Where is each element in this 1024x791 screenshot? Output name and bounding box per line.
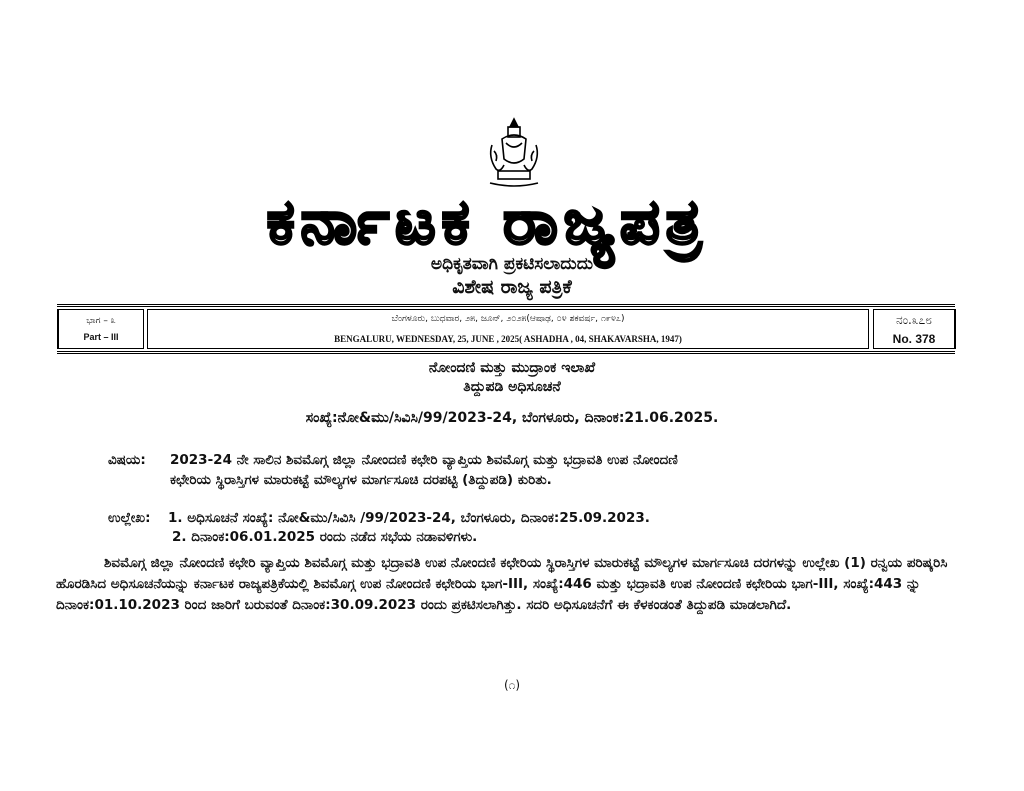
subject-line-2: ಕಛೇರಿಯ ಸ್ಥಿರಾಸ್ತಿಗಳ ಮಾರುಕಟ್ಟೆ ಮೌಲ್ಯಗಳ ಮಾರ್ಗಸೂಚಿ ದರಪಟ್ಟಿ (ತಿದ್ದುಪಡಿ) ಕುರಿತು.: [170, 472, 552, 488]
state-emblem-icon: [484, 115, 544, 189]
part-english: Part – III: [83, 332, 119, 342]
date-box: [147, 309, 869, 349]
page-number: (೧): [503, 678, 521, 692]
body-paragraph: ಶಿವಮೊಗ್ಗ ಜಿಲ್ಲಾ ನೋಂದಣಿ ಕಛೇರಿ ವ್ಯಾಪ್ತಿಯ ಶಿವಮೊಗ್ಗ ಮತ್ತು ಭದ್ರಾವತಿ ಉಪ ನೋಂದಣಿ ಕಛೇರಿಯ ಸ್ಥಿರಾಸ್ತಿಗಳ ಮಾರುಕಟ್ಟೆ ಮೌಲ್ಯಗಳ ಮಾರ್ಗಸೂಚಿ ದರಗಳನ್ನು ಉಲ್ಲೇಖ (1) ರನ್ವಯ ಪರಿಷ್ಕರಿಸಿ ಹೊರಡಿಸಿದ ಅಧಿಸೂಚನೆಯನ್ನು ಕರ್ನಾಟಕ ರಾಜ್ಯಪತ್ರಿಕೆಯಲ್ಲಿ ಶಿವಮೊಗ್ಗ ಉಪ ನೋಂದಣಿ ಕಛೇರಿಯ ಭಾಗ-III, ಸಂಖ್ಯೆ:446 ಮತ್ತು ಭದ್ರಾವತಿ ಉಪ ನೋಂದಣಿ ಕಛೇರಿಯ ಭಾಗ-III, ಸಂಖ್ಯೆ:443 ನ್ನು ದಿನಾಂಕ:01.10.2023 ರಿಂದ ಜಾರಿಗೆ ಬರುವಂತೆ ದಿನಾಂಕ:30.09.2023 ರಂದು ಪ್ರಕಟಿಸಲಾಗಿತ್ತು. ಸದರಿ ಅಧಿಸೂಚನೆಗೆ ಈ ಕೆಳಕಂಡಂತೆ ತಿದ್ದುಪಡಿ ಮಾಡಲಾಗಿದೆ.: [56, 555, 948, 613]
gazette-edition: ವಿಶೇಷ ರಾಜ್ಯ ಪತ್ರಿಕೆ: [452, 276, 572, 298]
gazette-title: ಕರ್ನಾಟಕ ರಾಜ್ಯಪತ್ರ: [266, 185, 708, 258]
part-box: [57, 309, 144, 349]
subject-line-1: 2023-24 ನೇ ಸಾಲಿನ ಶಿವಮೊಗ್ಗ ಜಿಲ್ಲಾ ನೋಂದಣಿ ಕಛೇರಿ ವ್ಯಾಪ್ತಿಯ ಶಿವಮೊಗ್ಗ ಮತ್ತು ಭದ್ರಾವತಿ ಉಪ ನೋಂದಣಿ: [170, 452, 678, 468]
reference-2: 2. ದಿನಾಂಕ:06.01.2025 ರಂದು ನಡೆದ ಸಭೆಯ ನಡಾವಳಿಗಳು.: [172, 529, 478, 545]
date-english: BENGALURU, WEDNESDAY, 25, JUNE , 2025( ASHADHA , 04, SHAKAVARSHA, 1947): [334, 334, 682, 344]
notification-type: ತಿದ್ದುಪಡಿ ಅಧಿಸೂಚನೆ: [463, 379, 561, 395]
issue-number-kannada: ನಂ.೩೭೮: [896, 313, 932, 327]
date-kannada: ಬೆಂಗಳೂರು, ಬುಧವಾರ, ೨೫, ಜೂನ್, ೨೦೨೫(ಆಷಾಢ, ೦೪ ಶಕವರ್ಷ, ೧೯೪೭): [391, 314, 625, 324]
subject-label: ವಿಷಯ:: [108, 452, 146, 468]
subject-block: [108, 450, 968, 490]
issue-info-bar: [57, 304, 955, 354]
issue-number-box: [873, 309, 956, 349]
part-kannada: ಭಾಗ – ೩: [86, 316, 116, 326]
reference-1: 1. ಅಧಿಸೂಚನೆ ಸಂಖ್ಯೆ: ನೋ&ಮು/ಸಿವಿಸಿ /99/2023-24, ಬೆಂಗಳೂರು, ದಿನಾಂಕ:25.09.2023.: [168, 510, 650, 526]
gazette-subtitle: ಅಧಿಕೃತವಾಗಿ ಪ್ರಕಟಿಸಲಾದುದು: [430, 254, 594, 274]
issue-number-english: No. 378: [892, 332, 936, 346]
references-block: [108, 509, 968, 547]
reference-label: ಉಲ್ಲೇಖ:: [108, 510, 151, 526]
body-text: [56, 553, 970, 616]
reference-number: ಸಂಖ್ಯೆ:ನೋ&ಮು/ಸಿವಿಸಿ/99/2023-24, ಬೆಂಗಳೂರು, ದಿನಾಂಕ:21.06.2025.: [305, 410, 719, 426]
department-heading: ನೋಂದಣಿ ಮತ್ತು ಮುದ್ರಾಂಕ ಇಲಾಖೆ: [428, 360, 596, 376]
